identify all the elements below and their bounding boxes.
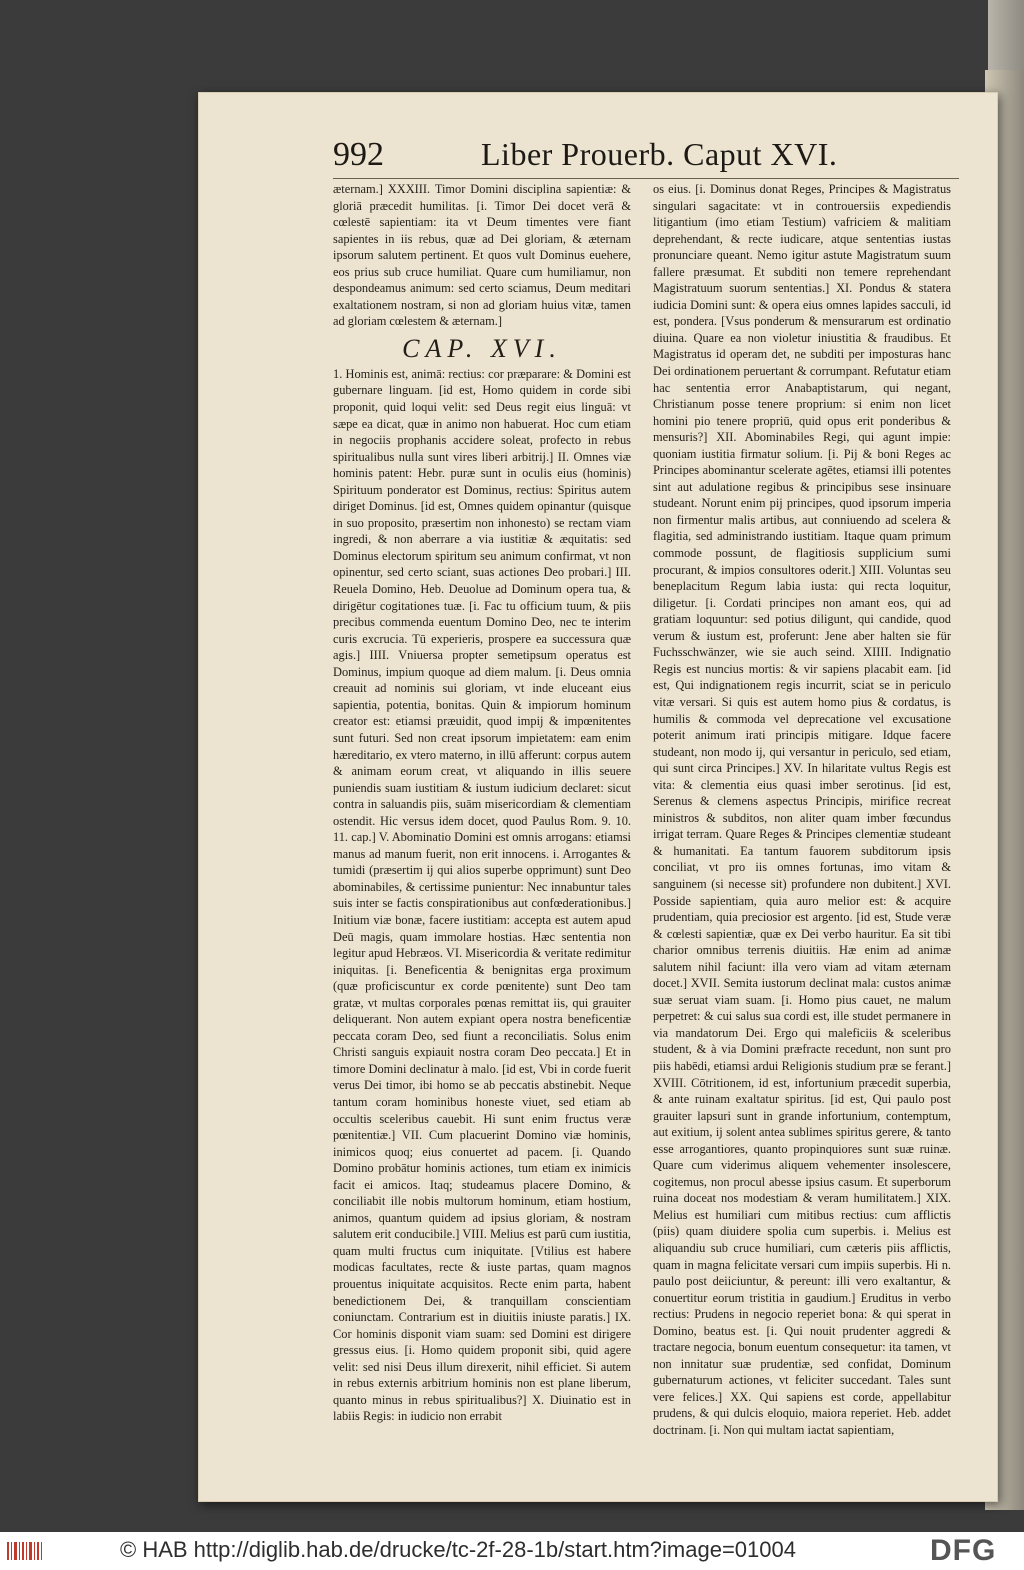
source-link[interactable]: © HAB http://diglib.hab.de/drucke/tc-2f-28-1b/start.htm?image=01004 [120, 1537, 796, 1562]
chapter-heading: CAP. XVI. [402, 333, 562, 363]
column-text-body: 1. Hominis est, animā: rectius: cor præparare: & Domini est gubernare linguam. [id est, Homo quidem in corde sibi proponit, quid loqui velit: sed Deus regit eius linguā: vt sæpe ea dicat, quæ in animo non habuerat. Hoc cum etiam in negociis prophanis accidere soleat, profecto in rebus spiritualibus nulla sunt vires liberi arbitrij.] II. Omnes viæ hominis patent: Hebr. puræ sunt in oculis eius (hominis) Spirituum ponderator est Dominus, rectius: Spiritus autem diriget Dominus. [id est, Omnes quidem opinantur (quisque in suo proposito, præsertim non inhonesto) se rectam viam ingredi, & non aberrare a via iustitiæ & æquitatis: sed Dominus electorum spiritum seu animum confirmat, vt non opinentur, sed certo sciant, suas actiones Deo probari.] III. Reuela Domino, Heb. Deuolue ad Dominum opera tua, & dirigētur cogitationes tuæ. [i. Fac tu officium tuum, & piis precibus commenda euentum Domino Deo, nec te interim curis excrucia. Tū experieris, prospere ea successura quæ agis.] IIII. Vniuersa propter semetipsum operatus est Dominus, impium quoque ad diem malum. [i. Deus omnia creauit ad nominis sui gloriam, vt inde eluceant eius sapientia, potentia, bonitas. Quin & impiorum hominum creator est: etiamsi præuidit, quod impij & impœnitentes sunt futuri. Sed non creat ipsorum impietatem: eam enim hæreditario, ex vtero materno, in illū afferunt: corpus autem & animam eorum creat, vt aliquando in illis seuere puniendis suam iustitiam & iustum iudicium declaret: sicut contra in saluandis piis, suām misericordiam & clementiam ostendit. Hic versus idem docet, quod Paulus Rom. 9. 10. 11. cap.] V. Abominatio Domini est omnis arrogans: etiamsi manus ad manum fuerit, non erit innocens. i. Arrogantes & tumidi (præsertim ij qui alios superbe opprimunt) sunt Deo abominabiles, & certissime punientur: Nec innabuntur tales suis inter se factis conspirationibus aut confœderationibus.] Initium viæ bonæ, facere iustitiam: accepta est autem apud Deū magis, quam immolare hostias. Hæc sententia non legitur apud Hebræos. VI. Misericordia & veritate redimitur iniquitas. [i. Beneficentia & benignitas erga proximum (quæ proficiscuntur ex corde pœnitente) sunt Deo tam gratæ, vt multas corporales pœnas remittat iis, qui grauiter deliquerant. Non autem expiant opera nostra beneficentiæ peccata coram Deo, sed fiunt a reconciliatis. Solus enim Christi sanguis expiauit nostra coram Deo peccata.] Et in timore Domini declinatur à malo. [id est, Vbi in corde fuerit verus Dei timor, ibi homo se ab peccatis abstinebit. Neque tantum coram hominibus honeste viuet, sed etiam ab occultis sceleribus cauebit. Hi sunt enim fructus veræ pœnitentiæ.] VII. Cum placuerint Domino viæ hominis, inimicos quoq; eius conuertet ad pacem. [i. Quando Domino probātur hominis actiones, tum etiam ex inimicis facit ei amicos. Itaq; studeamus placere Domino, & conciliabit ille nobis multorum hominum, etiam hostium, animos, quantum quidem ad ipsius gloriam, & nostram salutem erit conducibile.] VIII. Melius est parū cum iustitia, quam multi fructus cum iniquitate. [Vtilius est habere modicas facultates, recte & iuste partas, quam magnos prouentus iniquitate acquisitos. Recte enim parta, habent benedictionem Dei, & tranquillam conscientiam coniunctam. Contrarium est in diuitiis iniuste paratis.] IX. Cor hominis disponit viam suam: sed Domini est dirigere gressus eius. [i. Homo quidem proponit sibi, quid agere velit: sed nisi Deus illum direxerit, nihil efficiet. Si autem in rebus externis arbitrium hominis non est plane liberum, quanto minus in rebus spiritualibus?] X. Diuinatio est in labiis Regis: in iudicio non errabit [333, 366, 631, 1424]
text-column-left [333, 181, 631, 1425]
column-text-intro: æternam.] XXXIII. Timor Domini disciplina sapientiæ: & gloriā præcedit humilitas. [i. Timor Dei docet verā & cœlestē sapientiam: ita vt Deum timentes vere fiant sapientes in iis rebus, quæ ad Dei gloriam, & æternam ipsorum salutem pertinent. Et quos vult Dominus euehere, eos prius sub cruce humiliat. Quare cum humiliamur, non despondeamus animum: sed certo sciamus, Deum meditari exaltationem nostram, si non ad gloriam huius vitæ, tamen ad gloriam cœlestem & æternam.] [333, 182, 631, 329]
text-column-right [653, 181, 951, 1439]
viewer-footer [0, 1532, 1024, 1570]
page-number: 992 [333, 136, 384, 173]
running-title: Liber Prouerb. Caput XVI. [481, 136, 838, 172]
column-text-body: os eius. [i. Dominus donat Reges, Principes & Magistratus singulari sagacitate: vt in controuersiis expediendis litigantium (imo etiam Testium) vafriciem & malitiam deprehendant, & recte iudicare, atque sententias iustas pronunciare queant. Nemo igitur astute Magistratum suum fallere præsumat. Et subditi non temere reprehendant Magistratuum suorum sententias.] XI. Pondus & statera iudicia Domini sunt: & opera eius omnes lapides sacculi, id est, pondera. [Vsus ponderum & mensurarum est ordinatio diuina. Quare ea non violetur iniustitia & fraudibus. Et Magistratus id operam det, ne subditi per imposturas hanc Dei ordinationem peruertant & corrumpant. Refutatur etiam hac sententia error Anabaptistarum, qui negant, Christianum posse tenere proprium: si enim non licet homini pio tenere propriū, quid opus erit ponderibus & mensuris?] XII. Abominabiles Regi, qui agunt impie: quoniam iustitia firmatur solium. [i. Pij & boni Reges ac Principes abominantur scelerate agētes, etiamsi illi potentes sint aut adulatione regibus & principibus sese insinuare studeant. Norunt enim pij principes, quod ipsorum imperia non firmentur malis artibus, aut conniuendo ad scelera & flagitia, sed administrando iustitiam. Itaque quam primum commode possunt, de flagitiosis supplicium sumi procurant, & impios consultores oderit.] XIII. Voluntas seu beneplacitum Regum labia iusta: qui recta loquitur, diligetur. [i. Cordati principes non amant eos, qui ad gratiam loquuntur: sed potius diligunt, qui candide, quod verum & iustum est, proferunt: Jene aber halten sie für Fuchsschwänzer, wie sie auch seind. XIIII. Indignatio Regis est nuncius mortis: & vir sapiens placabit eam. [id est, Qui indignationem regis incurrit, sciat se in periculo vitæ versari. Si quis est autem homo pius & cordatus, is humilis & commoda vel deprecatione vel excusatione poterit animum irati principis mitigare. Idque facere studeant, non modo ij, qui versantur in periculo, sed etiam, qui sunt circa Principes.] XV. In hilaritate vultus Regis est vita: & clementia eius quasi imber serotinus. [id est, Serenus & clemens aspectus Principis, mirifice recreat ministros & subditos, non aliter quam imber fœcundus irrigat terram. Quare Reges & Principes clementiæ studeant & humanitati. Ea tantum fauorem subditorum ipsis conciliat, vt pro iis omnes fortunas, imo vitam & sanguinem (si necesse sit) profundere non dubitent.] XVI. Posside sapientiam, quia auro melior est: & acquire prudentiam, quia preciosior est argento. [id est, Stude veræ & cœlesti sapientiæ, quæ ex Dei verbo hauritur. Ea sit tibi charior omnibus terrenis diuitiis. Hæ enim ad animæ salutem nihil faciunt: illa vero viam ad vitam æternam docet.] XVII. Semita iustorum declinat mala: custos animæ suæ seruat viam suam. [i. Homo pius cauet, ne malum perpetret: & cui salus sua cordi est, ille studet permanere in via mandatorum Dei. Ergo qui maleficiis & sceleribus student, & à via Domini præfracte recedunt, non sunt pro piis habēdi, etiamsi ardui Religionis studium præ se ferant.] XVIII. Cōtritionem, id est, infortunium præcedit superbia, & ante ruinam exaltatur spiritus. [id est, Qui paulo post grauiter lapsuri sunt in grande infortunium, contemptum, aut exitium, ij solent antea sublimes spiritus gerere, & tanto esse arrogantiores, quanto propinquiores sunt suæ ruinæ. Quare cum viderimus aliquem vehementer insolescere, cogitemus, non procul abesse ipsius casum. Et superborum ruina doceat nos modestiam & veram humilitatem.] XIX. Melius est humiliari cum mitibus rectius: cum afflictis (piis) quam diuidere spolia cum superbis. i. Melius est aliquandiu sub cruce humiliari, cum cæteris piis afflictis, quam in magna felicitate versari cum impiis superbis. Hi n. paulo post deiiciuntur, & pereunt: illi vero exaltantur, & conuertitur eorum tristitia in gaudium.] Eruditus in verbo rectius: Prudens in negocio reperiet bona: & qui sperat in Domino, beatus est. [i. Qui nouit prudenter aggredi & tractare negocia, bonum euentum consequetur: ita tamen, vt non innitatur suæ prudentiæ, sed confidat, Dominum gubernaturum actiones, vt feliciter succedant. Tales sunt vere felices.] XX. Qui sapiens est corde, appellabitur prudens, & qui dulcis eloquio, maiora reperiet. Heb. addet doctrinam. [i. Non qui multam iactat sapientiam, [653, 182, 951, 1438]
barcode-icon [6, 1540, 46, 1562]
scan-clip [988, 0, 1024, 75]
page-header [333, 136, 953, 176]
dfg-logo: DFG [930, 1534, 997, 1567]
header-rule [333, 178, 959, 179]
